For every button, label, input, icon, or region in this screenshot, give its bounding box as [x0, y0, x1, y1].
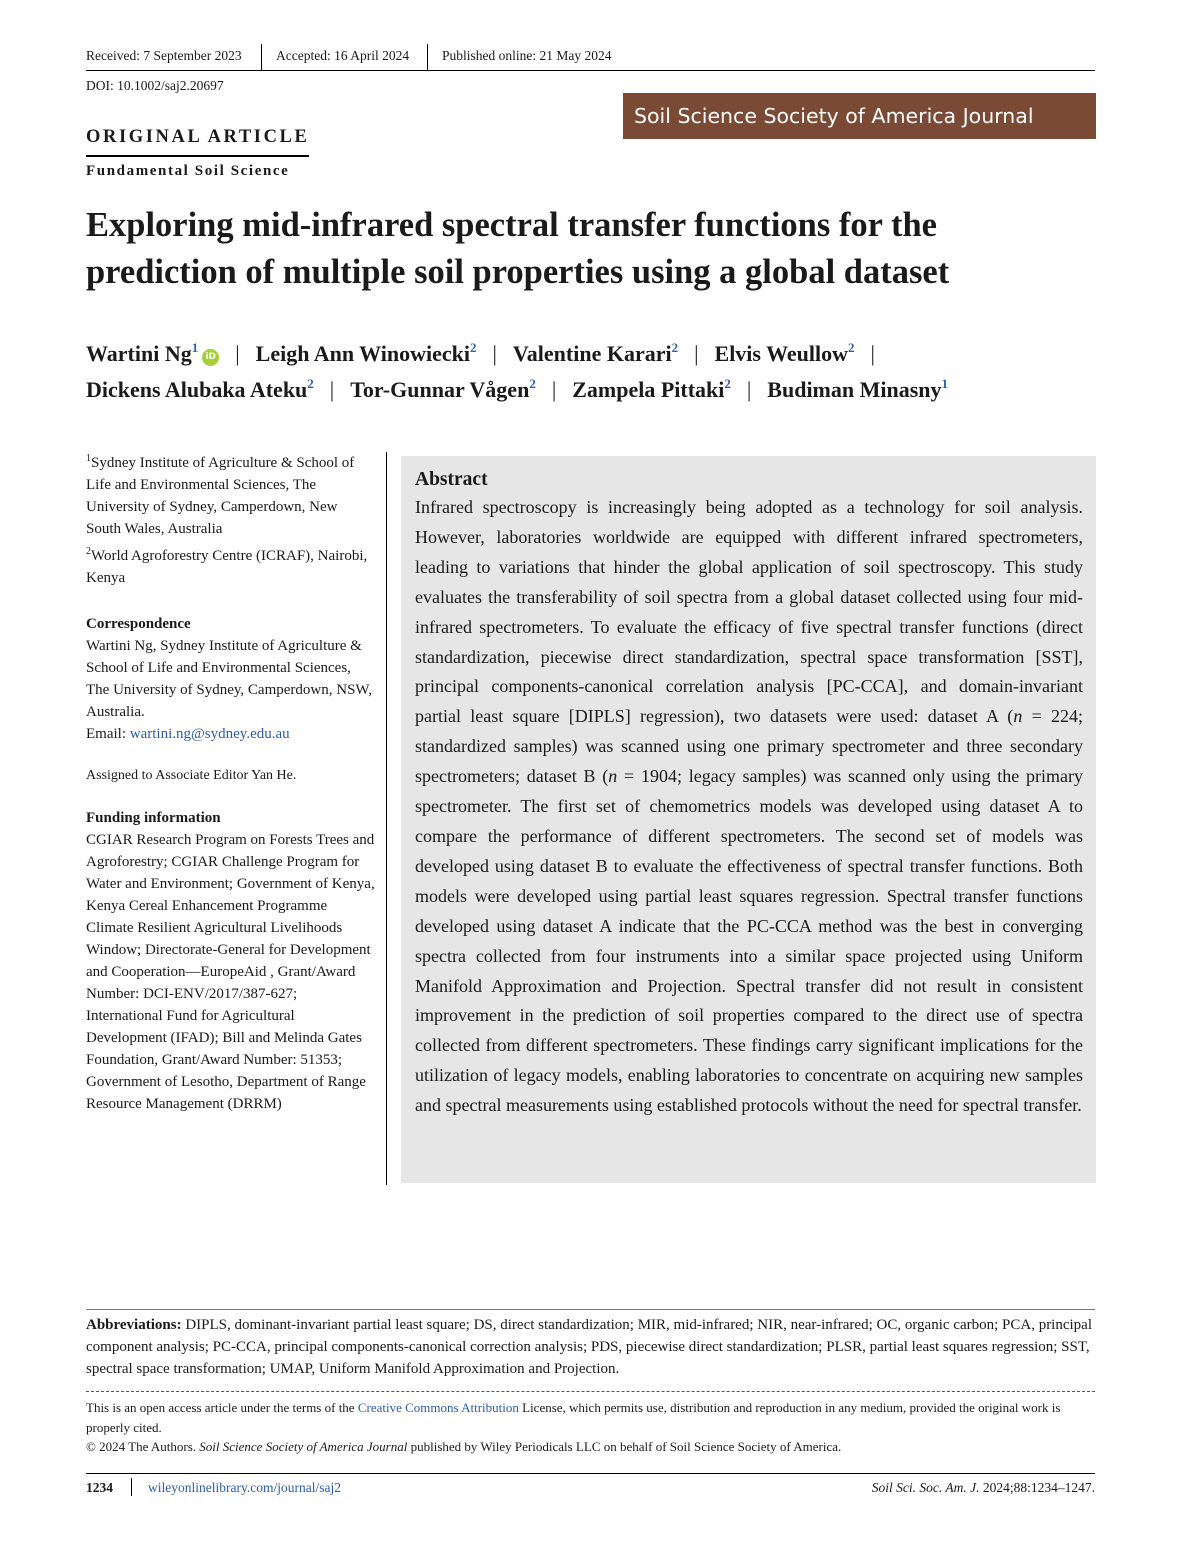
author-separator: |	[551, 377, 557, 402]
email-link[interactable]: wartini.ng@sydney.edu.au	[129, 726, 290, 742]
author-name[interactable]: Budiman Minasny	[767, 377, 942, 402]
funding-heading: Funding information	[86, 810, 221, 826]
abbreviations-rule	[86, 1309, 1095, 1310]
abbreviations	[86, 1314, 1095, 1380]
article-section: Fundamental Soil Science	[86, 163, 290, 179]
license-text-part: This is an open access article under the terms of the	[86, 1400, 358, 1415]
abstract-text	[415, 493, 1083, 1121]
article-title: Exploring mid-infrared spectral transfer functions for the prediction of multiple soil properties using a global dataset	[86, 206, 950, 291]
page-footer	[86, 1478, 1095, 1500]
abstract-heading: Abstract	[415, 469, 488, 490]
affiliation-number: 2	[86, 546, 91, 557]
accepted-date: Accepted: 16 April 2024	[276, 48, 410, 63]
orcid-icon[interactable]: iD	[202, 349, 219, 366]
abbreviations-text: DIPLS, dominant-invariant partial least square; DS, direct standardization; MIR, mid-infrared; NIR, near-infrared; OC, organic carbon; PCA, principal component analysis; PC-CCA, principal components-canonical correction analysis; PDS, piecewise direct standardization; PLSR, partial least squares regression; SST, spectral space transformation; UMAP, Uniform Manifold Approximation and Projection.	[86, 1317, 1093, 1377]
abbreviations-label: Abbreviations:	[86, 1317, 182, 1333]
footer-divider	[131, 1478, 132, 1496]
copyright-journal: Soil Science Society of America Journal	[199, 1439, 408, 1454]
affiliation-marker[interactable]: 2	[470, 340, 477, 355]
published-date: Published online: 21 May 2024	[442, 48, 612, 63]
author-name[interactable]: Dickens Alubaka Ateku	[86, 377, 308, 402]
article-info-column	[86, 452, 376, 1115]
received-date: Received: 7 September 2023	[86, 48, 242, 63]
affiliation-marker[interactable]: 2	[671, 340, 679, 355]
citation-journal: Soil Sci. Soc. Am. J.	[871, 1480, 980, 1495]
author-separator: |	[694, 341, 699, 366]
license-text-part: License, which permits use, distribution and reproduction in any medium, provided the original work is properly cited.	[86, 1400, 1061, 1435]
column-divider	[386, 452, 387, 1185]
license-notice	[86, 1398, 1095, 1457]
license-divider	[86, 1391, 1095, 1392]
copyright-part: published by Wiley Periodicals LLC on behalf of Soil Science Society of America.	[407, 1439, 842, 1454]
affiliation-marker[interactable]: 1	[191, 340, 199, 355]
author-name[interactable]: Leigh Ann Winowiecki	[255, 341, 471, 366]
affiliation-marker[interactable]: 2	[307, 376, 314, 391]
publication-dates-bar	[86, 46, 1095, 71]
sample-size-symbol: n	[1013, 706, 1023, 727]
divider	[427, 44, 428, 70]
affiliation	[86, 545, 376, 589]
author-list	[86, 336, 1096, 408]
abstract-box	[401, 456, 1096, 1183]
abstract-text-part: = 224; standardized samples) was scanned using one primary spectrometer and three secondary spectrometers; dataset B (	[415, 706, 1084, 787]
article-type: ORIGINAL ARTICLE	[86, 127, 310, 147]
doi[interactable]: DOI: 10.1002/saj2.20697	[86, 78, 224, 93]
journal-banner: Soil Science Society of America Journal	[623, 93, 1096, 139]
citation	[872, 1480, 1095, 1496]
author-separator: |	[870, 341, 875, 366]
author-separator: |	[746, 377, 752, 402]
correspondence-text: Wartini Ng, Sydney Institute of Agriculture & School of Life and Environmental Sciences, The University of Sydney, Camperdown, NSW, Australia.	[86, 638, 372, 720]
footer-rule	[86, 1473, 1095, 1474]
affiliation-text: Sydney Institute of Agriculture & School of Life and Environmental Sciences, The University of Sydney, Camperdown, New South Wales, Australia	[86, 455, 355, 537]
author-name[interactable]: Valentine Karari	[512, 341, 672, 366]
author-name[interactable]: Elvis Weullow	[714, 341, 848, 366]
author-name[interactable]: Wartini Ng	[86, 341, 192, 366]
author-name[interactable]: Zampela Pittaki	[572, 377, 725, 402]
abstract-text-part: Infrared spectroscopy is increasingly being adopted as a technology for soil analysis. However, laboratories worldwide are equipped with different infrared spectrometers, leading to variations that hinder the global application of soil spectroscopy. This study evaluates the transferability of soil spectra from a global dataset collected using four mid-infrared spectrometers. To evaluate the efficacy of five spectral transfer functions (direct standardization, piecewise direct standardization, spectral space transformation [SST], principal components-canonical correlation analysis [PC-CCA], and domain-invariant partial least square [DIPLS] regression), two datasets were used: dataset A (	[415, 497, 1083, 727]
email-label: Email:	[86, 726, 130, 742]
license-text	[86, 1398, 1095, 1437]
abstract-text-part: = 1904; legacy samples) was scanned only using the primary spectrometer. The first set of chemometrics models was developed using dataset A to compare the performance of different spectrometers. The second set of models was developed using dataset B to evaluate the effectiveness of spectral transfer functions. Both models were developed using partial least squares regression. Spectral transfer functions developed using dataset A indicate that the PC-CCA method was the best in converging spectra collected from four instruments into a similar space projected using Uniform Manifold Approximation and Projection. Spectral transfer did not result in consistent improvement in the prediction of soil properties compared to the direct use of spectra collected from different spectrometers. These findings carry significant implications for the utilization of legacy models, enabling laboratories to concentrate on acquiring new samples and spectral measurements using established protocols without the need for spectral transfer.	[415, 766, 1083, 1116]
correspondence-email	[86, 723, 376, 745]
affiliation-marker[interactable]: 2	[529, 376, 536, 391]
affiliation-marker[interactable]: 2	[724, 376, 731, 391]
license-link[interactable]: Creative Commons Attribution	[357, 1400, 519, 1415]
correspondence-heading: Correspondence	[86, 616, 191, 632]
copyright-part: © 2024 The Authors.	[86, 1439, 200, 1454]
article-type-underline	[86, 155, 309, 157]
author-separator: |	[235, 341, 240, 366]
affiliation	[86, 452, 376, 540]
citation-details: 2024;88:1234–1247.	[979, 1480, 1095, 1495]
affiliation-marker[interactable]: 2	[847, 340, 855, 355]
journal-url-link[interactable]: wileyonlinelibrary.com/journal/saj2	[148, 1480, 341, 1495]
author-separator: |	[492, 341, 497, 366]
copyright-text	[86, 1437, 1095, 1457]
affiliation-number: 1	[86, 453, 91, 464]
page-number: 1234	[86, 1480, 113, 1495]
affiliation-text: World Agroforestry Centre (ICRAF), Nairobi, Kenya	[86, 548, 368, 586]
author-separator: |	[329, 377, 335, 402]
divider	[261, 44, 262, 70]
sample-size-symbol: n	[608, 766, 618, 787]
funding-text: CGIAR Research Program on Forests Trees and Agroforestry; CGIAR Challenge Program for Water and Environment; Government of Kenya, Kenya Cereal Enhancement Programme Climate Resilient Agricultural Livelihoods Window; Directorate-General for Development and Cooperation—EuropeAid , Grant/Award Number: DCI-ENV/2017/387-627; International Fund for Agricultural Development (IFAD); Bill and Melinda Gates Foundation, Grant/Award Number: 51353; Government of Lesotho, Department of Range Resource Management (DRRM)	[86, 832, 375, 1112]
editor-note: Assigned to Associate Editor Yan He.	[86, 768, 297, 783]
author-name[interactable]: Tor-Gunnar Vågen	[350, 377, 530, 402]
affiliation-marker[interactable]: 1	[941, 376, 949, 391]
